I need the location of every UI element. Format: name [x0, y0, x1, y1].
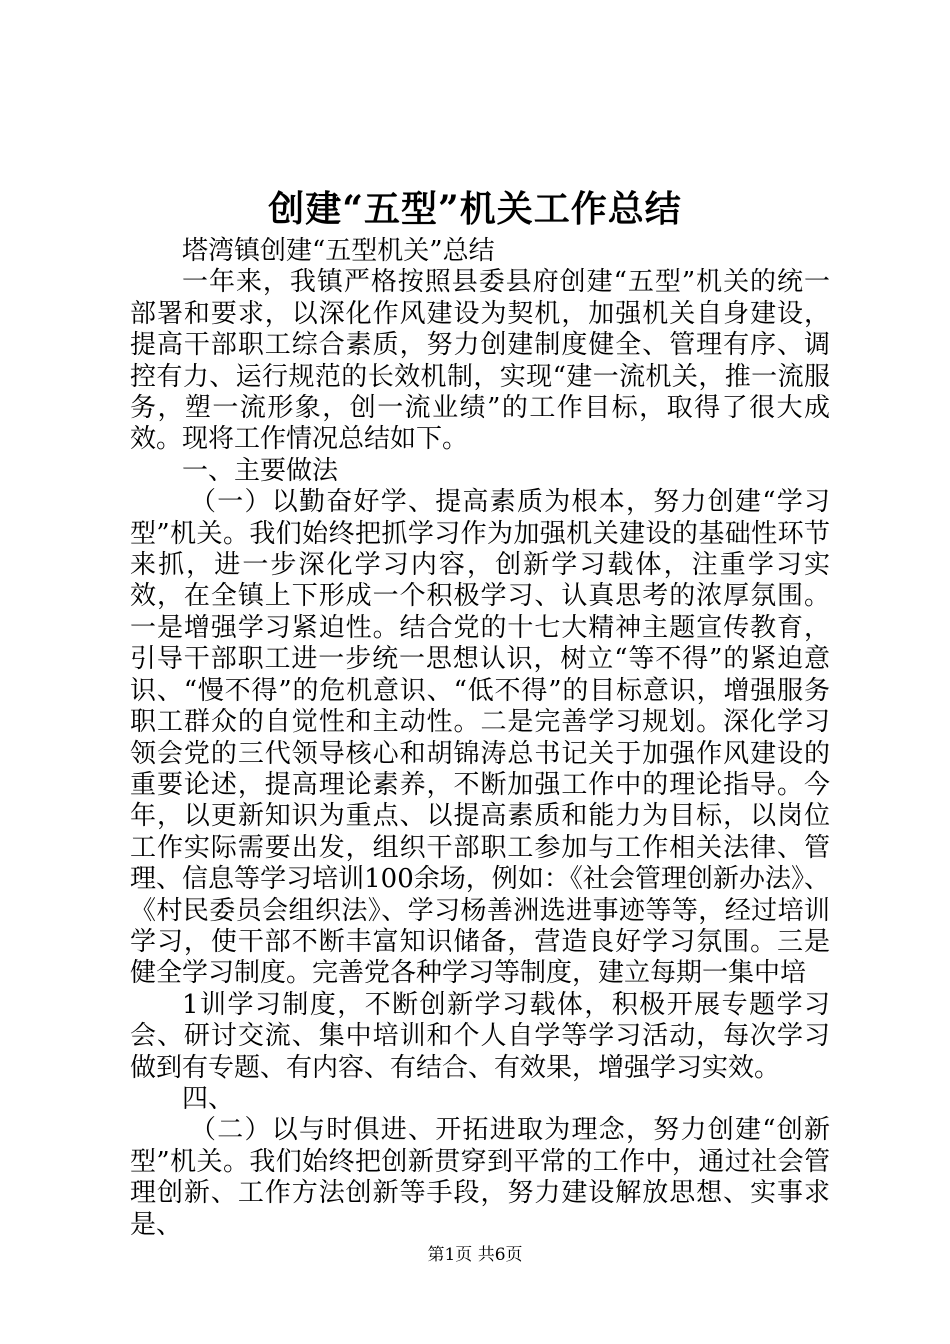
- document-title: 创建“五型”机关工作总结: [268, 188, 682, 230]
- document-body: [130, 236, 830, 1241]
- section-heading: 一、主要做法: [182, 455, 339, 486]
- innovation-paragraph: （二）以与时俱进、开拓进取为理念，努力创建“创新型”机关。我们始终把创新贯穿到平常的工作中，通过社会管理创新、工作方法创新等手段，努力建设解放思想、实事求是、: [130, 1115, 830, 1240]
- subtitle-paragraph: 塔湾镇创建“五型机关”总结: [182, 236, 495, 266]
- learning-paragraph-continued: 1训学习制度，不断创新学习载体，积极开展专题学习会、研讨交流、集中培训和个人自学等学习活动，每次学习做到有专题、有内容、有结合、有效果，增强学习实效。: [130, 989, 830, 1083]
- learning-paragraph: （一）以勤奋好学、提高素质为根本，努力创建“学习型”机关。我们始终把抓学习作为加强机关建设的基础性环节来抓，进一步深化学习内容，创新学习载体，注重学习实效，在全镇上下形成一个积极学习、认真思考的浓厚氛围。一是增强学习紧迫性。结合党的十七大精神主题宣传教育，引导干部职工进一步统一思想认识，树立“等不得”的紧迫意识、“慢不得”的危机意识、“低不得”的目标意识，增强服务职工群众的自觉性和主动性。二是完善学习规划。深化学习领会党的三代领导核心和胡锦涛总书记关于加强作风建设的重要论述，提高理论素养，不断加强工作中的理论指导。今年，以更新知识为重点、以提高素质和能力为目标，以岗位工作实际需要出发，组织干部职工参加与工作相关法律、管理、信息等学习培训100余场，例如：《社会管理创新办法》、《村民委员会组织法》、学习杨善洲选进事迹等等，经过培训学习，使干部不断丰富知识储备，营造良好学习氛围。三是健全学习制度。完善党各种学习等制度，建立每期一集中培: [130, 487, 830, 989]
- intro-paragraph: 一年来，我镇严格按照县委县府创建“五型”机关的统一部署和要求，以深化作风建设为契机，加强机关自身建设，提高干部职工综合素质，努力创建制度健全、管理有序、调控有力、运行规范的长效机制，实现“建一流机关，推一流服务，塑一流形象，创一流业绩”的工作目标，取得了很大成效。现将工作情况总结如下。: [130, 267, 830, 455]
- section-marker: 四、: [182, 1083, 235, 1114]
- page-footer: 第1页 共6页: [427, 1245, 523, 1265]
